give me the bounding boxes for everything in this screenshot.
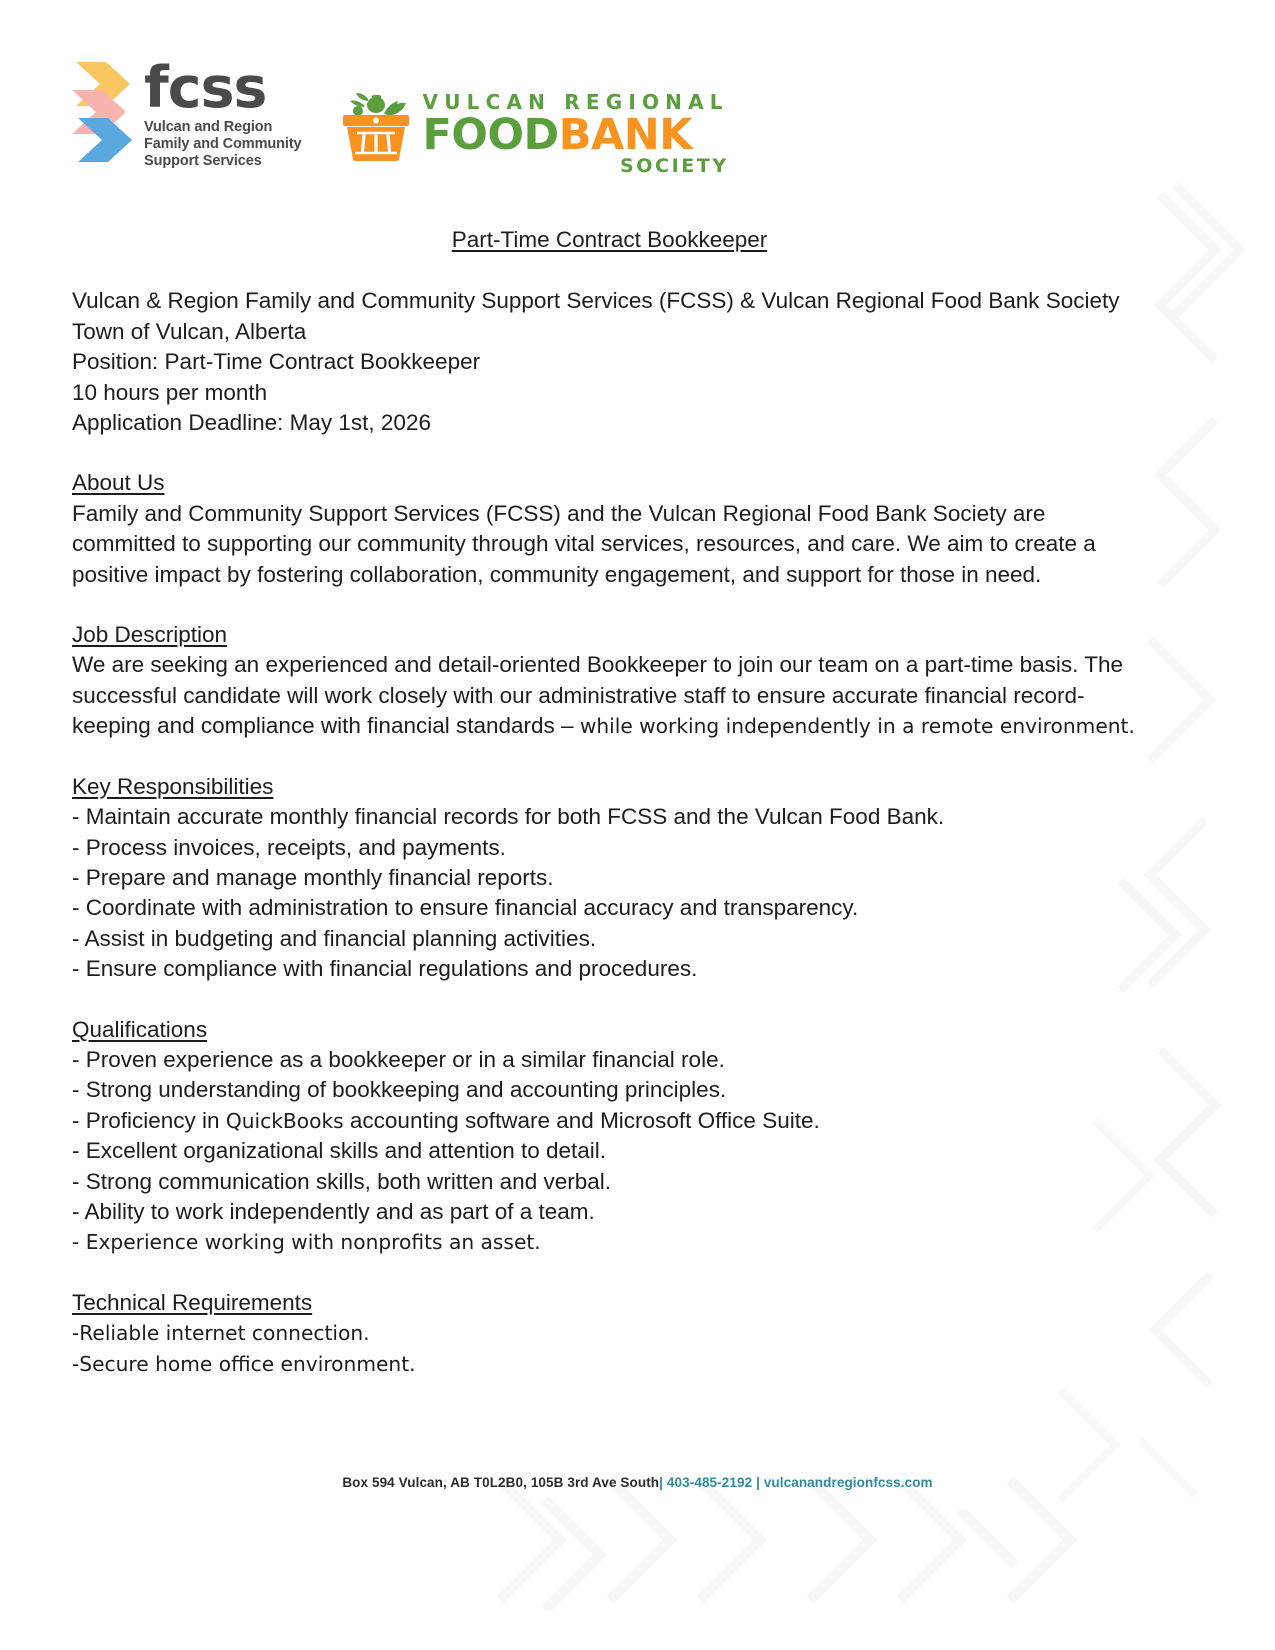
section-key-responsibilities [72,772,1147,985]
section-about-us [72,468,1147,590]
fcss-logo [72,55,302,170]
food-bank-line-1: VULCAN REGIONAL [422,90,729,114]
footer-separator-1: | [659,1475,664,1490]
intro-line-2: Town of Vulcan, Alberta [72,318,307,344]
food-bank-line-3: SOCIETY [619,155,729,177]
page-footer [0,1475,1275,1490]
food-bank-wordmark [423,91,729,177]
fcss-subtitle [144,119,302,169]
food-bank-line-2 [422,110,729,160]
quickbooks-brand: QuickBooks [225,1108,344,1133]
intro-line-3: Position: Part-Time Contract Bookkeeper [72,349,481,375]
quickbooks-prefix: - Proficiency in [72,1107,226,1133]
food-bank-word-bank: BANK [558,110,693,160]
intro-block [72,286,1147,438]
fcss-subtitle-line-1: Vulcan and Region [144,119,273,136]
quickbooks-suffix: accounting software and Microsoft Office Suite. [343,1107,820,1133]
list-item: - Strong understanding of bookkeeping and accounting principles. [72,1077,727,1103]
list-item: - Proven experience as a bookkeeper or in a similar financial role. [72,1046,725,1072]
list-item: - Coordinate with administration to ensure financial accuracy and transparency. [72,895,859,921]
list-item: - Ensure compliance with financial regulations and procedures. [72,956,698,982]
page-title-text: Part-Time Contract Bookkeeper [451,227,768,252]
job-description-part-1: We are seeking an experienced and detail-oriented Bookkeeper to join our team on a part-time basis. The successful candidate will work closely with our administrative staff to ensure accurate financial record-keeping and compliance with financial standards – [72,652,1130,739]
fcss-subtitle-line-3: Support Services [144,153,262,170]
footer-address: Box 594 Vulcan, AB T0L2B0, 105B 3rd Ave South [342,1475,660,1490]
page-title [72,225,1147,255]
section-body-job-description [72,650,1147,741]
fcss-subtitle-line-2: Family and Community [144,136,302,153]
list-item: - Experience working with nonprofits an asset. [72,1230,541,1255]
list-item: - Process invoices, receipts, and payments. [72,834,506,860]
section-heading-key-responsibilities: Key Responsibilities [72,773,274,799]
list-item-quickbooks [72,1106,1147,1136]
fcss-wordmark [144,55,302,170]
list-item: - Excellent organizational skills and attention to detail. [72,1138,607,1164]
section-heading-technical-requirements: Technical Requirements [72,1289,313,1315]
food-bank-word-food: FOOD [422,110,559,160]
section-heading-job-description: Job Description [72,622,228,648]
list-item: -Secure home office environment. [72,1351,416,1376]
section-heading-about-us: About Us [72,470,165,496]
fcss-acronym: fcss [144,55,267,121]
fcss-chevron-mark-icon [72,58,134,166]
list-item: - Strong communication skills, both written and verbal. [72,1168,611,1194]
job-description-part-2: while working independently in a remote environment. [579,714,1135,739]
grocery-basket-icon [338,91,414,163]
intro-line-5: Application Deadline: May 1st, 2026 [72,410,431,436]
list-item: - Assist in budgeting and financial planning activities. [72,925,597,951]
list-item: - Maintain accurate monthly financial records for both FCSS and the Vulcan Food Bank. [72,804,945,830]
footer-website-link[interactable]: vulcanandregionfcss.com [763,1475,933,1490]
section-qualifications [72,1015,1147,1258]
list-item: -Reliable internet connection. [72,1321,370,1346]
list-item: - Prepare and manage monthly financial reports. [72,864,554,890]
section-body-about-us: Family and Community Support Services (FCSS) and the Vulcan Regional Food Bank Society are committed to supporting our community through vital services, resources, and care. We aim to create a positive impact by fostering collaboration, community engagement, and support for those in need. [72,500,1103,587]
footer-separator-2: | [756,1475,760,1490]
section-technical-requirements [72,1288,1147,1379]
section-heading-qualifications: Qualifications [72,1016,208,1042]
list-item: - Ability to work independently and as part of a team. [72,1198,595,1224]
footer-phone[interactable]: 403-485-2192 [666,1475,753,1490]
section-job-description [72,620,1147,742]
food-bank-logo [338,58,729,177]
document-body [72,225,1147,1409]
intro-line-1: Vulcan & Region Family and Community Support Services (FCSS) & Vulcan Regional Food Bank Society [72,288,1120,314]
intro-line-4: 10 hours per month [72,379,268,405]
logo-header [72,55,729,177]
